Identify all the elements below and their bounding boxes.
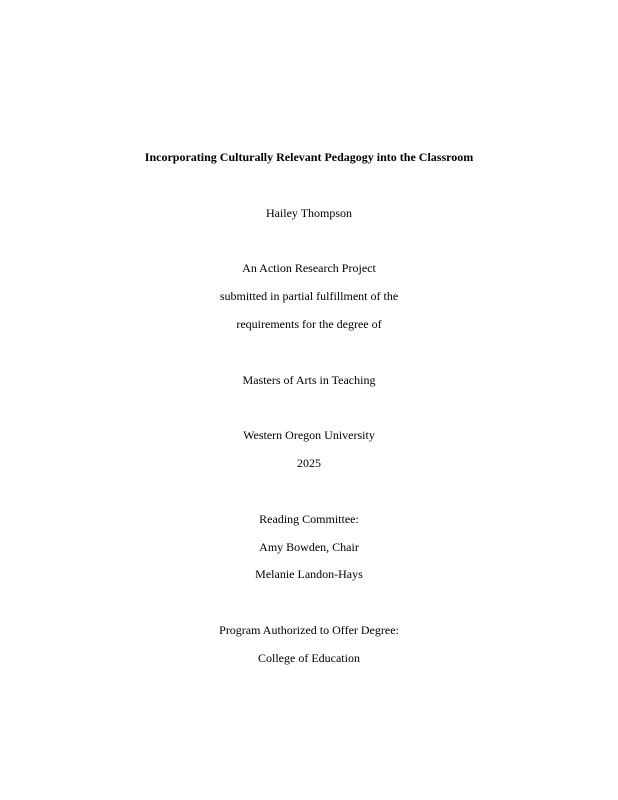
submission-line-1: An Action Research Project xyxy=(242,261,376,275)
submission-line-3: requirements for the degree of xyxy=(236,317,382,331)
author-name: Hailey Thompson xyxy=(265,206,353,220)
committee-member: Melanie Landon-Hays xyxy=(255,567,363,581)
degree-name: Masters of Arts in Teaching xyxy=(242,373,376,387)
university-name: Western Oregon University xyxy=(243,428,375,442)
program-heading: Program Authorized to Offer Degree: xyxy=(219,623,399,637)
year: 2025 xyxy=(297,456,321,470)
committee-heading: Reading Committee: xyxy=(259,512,359,526)
program-name: College of Education xyxy=(258,651,360,665)
committee-chair: Amy Bowden, Chair xyxy=(259,540,359,554)
thesis-title: Incorporating Culturally Relevant Pedagogy into the Classroom xyxy=(144,150,474,164)
submission-line-2: submitted in partial fulfillment of the xyxy=(219,289,399,303)
